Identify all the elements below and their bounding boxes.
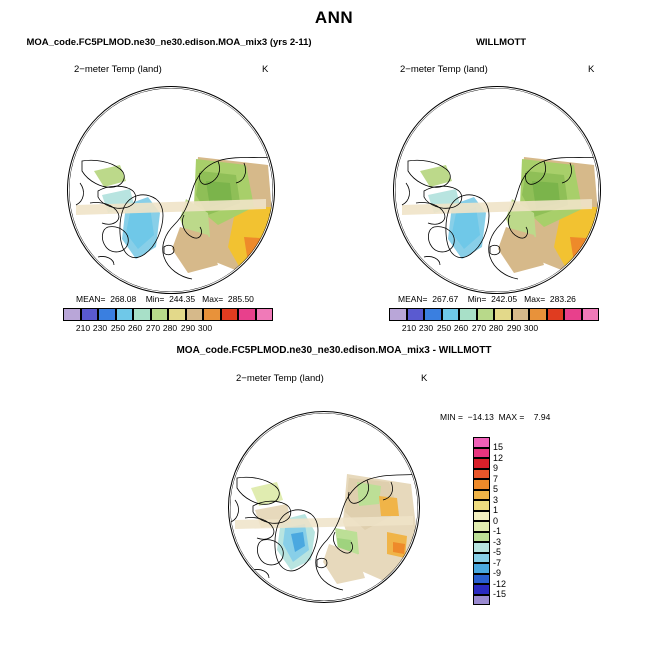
colorbar-swatch <box>238 308 256 321</box>
bottom-map-circle <box>228 411 420 603</box>
left-unit-label: K <box>262 64 269 75</box>
colorbar-tick: 210 <box>75 323 91 333</box>
colorbar-swatch <box>473 469 490 480</box>
left-panel-title: MOA_code.FC5PLMOD.ne30_ne30.edison.MOA_mix3 (yrs 2-11) <box>26 37 312 48</box>
colorbar-tick: 280 <box>488 323 504 333</box>
colorbar-swatch <box>256 308 274 321</box>
colorbar-swatch <box>494 308 512 321</box>
colorbar-swatch <box>442 308 460 321</box>
colorbar-swatch <box>473 490 490 501</box>
colorbar-swatch <box>168 308 186 321</box>
colorbar-swatch <box>473 532 490 543</box>
colorbar-swatch <box>473 584 490 595</box>
right-stats: MEAN= 267.67 Min= 242.05 Max= 283.26 <box>398 294 576 304</box>
colorbar-tick: 9 <box>493 463 499 473</box>
bottom-map-graphic <box>229 412 419 602</box>
left-var-label: 2−meter Temp (land) <box>74 64 162 75</box>
colorbar-tick: 290 <box>180 323 196 333</box>
colorbar-swatch <box>133 308 151 321</box>
colorbar-swatch <box>407 308 425 321</box>
left-map-circle <box>67 86 275 294</box>
colorbar-swatch <box>473 448 490 459</box>
colorbar-tick: 270 <box>471 323 487 333</box>
bottom-var-label: 2−meter Temp (land) <box>236 373 324 384</box>
colorbar-swatch <box>473 479 490 490</box>
colorbar-tick: 12 <box>493 452 504 463</box>
colorbar-tick: 3 <box>493 494 499 505</box>
colorbar-tick: 260 <box>127 323 143 333</box>
colorbar-swatch <box>547 308 565 321</box>
colorbar-swatch <box>186 308 204 321</box>
bottom-unit-label: K <box>421 373 428 384</box>
colorbar-tick: 0 <box>493 515 499 526</box>
colorbar-tick: 1 <box>493 505 499 515</box>
colorbar-tick: 7 <box>493 473 499 484</box>
colorbar-tick: 230 <box>418 323 434 333</box>
colorbar-swatch <box>473 595 490 606</box>
colorbar-tick: 250 <box>110 323 126 333</box>
colorbar-tick: -12 <box>493 578 507 589</box>
colorbar-swatch <box>477 308 495 321</box>
colorbar-swatch <box>81 308 99 321</box>
colorbar-tick: -1 <box>493 526 502 536</box>
right-var-label: 2−meter Temp (land) <box>400 64 488 75</box>
colorbar-swatch <box>473 542 490 553</box>
colorbar-tick: 260 <box>453 323 469 333</box>
bottom-minmax: MIN = −14.13 MAX = 7.94 <box>440 412 551 422</box>
colorbar-tick: -7 <box>493 557 502 568</box>
right-map-graphic <box>394 87 600 293</box>
bottom-panel-title: MOA_code.FC5PLMOD.ne30_ne30.edison.MOA_mix3 - WILLMOTT <box>176 345 492 356</box>
colorbar-tick: -3 <box>493 536 502 547</box>
colorbar-tick: 5 <box>493 484 499 494</box>
colorbar-swatch <box>151 308 169 321</box>
colorbar-tick: 280 <box>162 323 178 333</box>
colorbar-swatch <box>424 308 442 321</box>
colorbar-swatch <box>459 308 477 321</box>
diff-colorbar-labels <box>493 437 523 607</box>
colorbar-swatch <box>473 500 490 511</box>
colorbar-swatch <box>389 308 407 321</box>
left-map-graphic <box>68 87 274 293</box>
colorbar-tick: 230 <box>92 323 108 333</box>
right-unit-label: K <box>588 64 595 75</box>
right-map-circle <box>393 86 601 294</box>
colorbar-swatch <box>582 308 600 321</box>
colorbar-tick: 300 <box>523 323 539 333</box>
colorbar-swatch <box>116 308 134 321</box>
colorbar-swatch <box>564 308 582 321</box>
colorbar-swatch <box>473 458 490 469</box>
colorbar-tick: -5 <box>493 547 502 557</box>
colorbar-swatch <box>473 511 490 522</box>
colorbar-tick: 250 <box>436 323 452 333</box>
colorbar-swatch <box>203 308 221 321</box>
colorbar-swatch <box>473 574 490 585</box>
colorbar-swatch <box>221 308 239 321</box>
colorbar-tick: 300 <box>197 323 213 333</box>
colorbar-swatch <box>512 308 530 321</box>
page-title: ANN <box>314 8 354 27</box>
colorbar-swatch <box>98 308 116 321</box>
colorbar-tick: 210 <box>401 323 417 333</box>
colorbar-swatch <box>473 553 490 564</box>
colorbar-tick: 15 <box>493 442 504 452</box>
left-colorbar <box>63 308 273 321</box>
colorbar-swatch <box>473 563 490 574</box>
diff-colorbar <box>473 437 490 605</box>
colorbar-tick: -9 <box>493 568 502 578</box>
colorbar-swatch <box>63 308 81 321</box>
colorbar-swatch <box>529 308 547 321</box>
colorbar-swatch <box>473 437 490 448</box>
colorbar-tick: -15 <box>493 589 507 599</box>
right-panel-title: WILLMOTT <box>475 37 527 48</box>
colorbar-tick: 290 <box>506 323 522 333</box>
colorbar-tick: 270 <box>145 323 161 333</box>
right-colorbar <box>389 308 599 321</box>
left-stats: MEAN= 268.08 Min= 244.35 Max= 285.50 <box>76 294 254 304</box>
colorbar-swatch <box>473 521 490 532</box>
